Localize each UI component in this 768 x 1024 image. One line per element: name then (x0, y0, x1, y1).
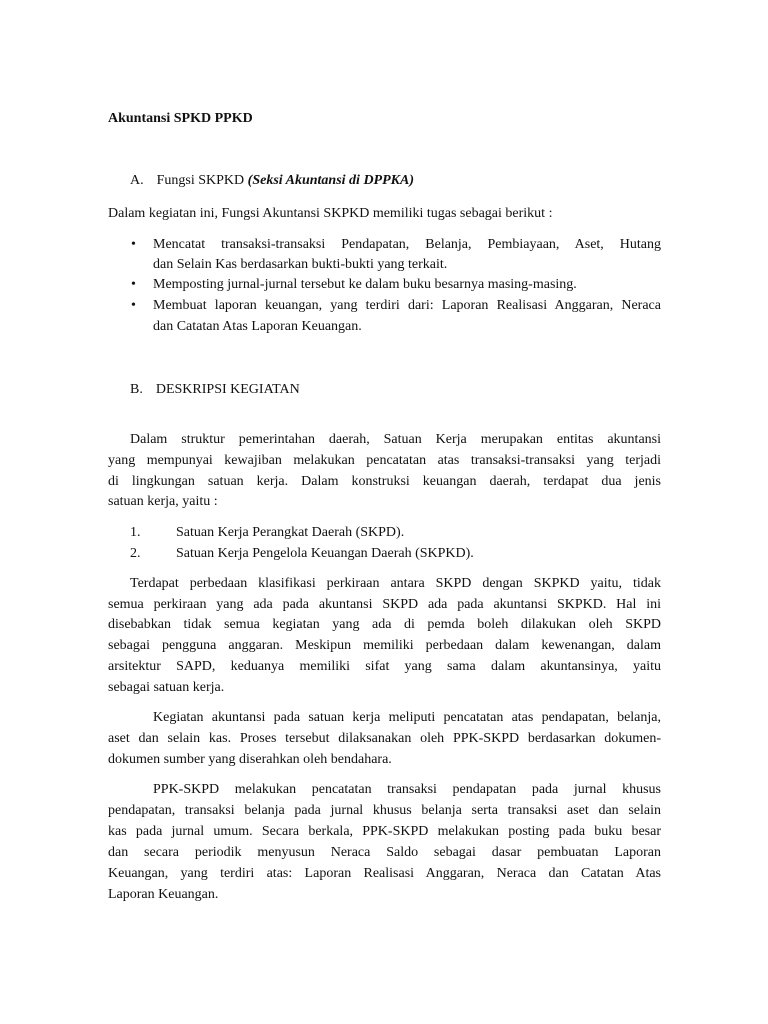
section-a-subtitle: (Seksi Akuntansi di DPPKA) (247, 173, 415, 188)
bullet-2-line-1: Memposting jurnal-jurnal tersebut ke dalam buku besarnya masing-masing. (153, 277, 577, 292)
document-title: Akuntansi SPKD PPKD (108, 111, 253, 126)
para-3-line-3: dokumen sumber yang diserahkan oleh bendahara. (108, 752, 392, 767)
section-a-heading (130, 170, 414, 191)
section-a-marker: A. (130, 173, 144, 188)
bullet-dot-icon: • (131, 298, 136, 313)
para-1-line-1: Dalam struktur pemerintahan daerah, Satuan Kerja merupakan entitas akuntansi (130, 432, 661, 447)
bullet-1-line-1: Mencatat transaksi-transaksi Pendapatan, Belanja, Pembiayaan, Aset, Hutang (153, 237, 661, 252)
para-2-line-3: disebabkan tidak semua kegiatan yang ada di pemda boleh dilakukan oleh SKPD (108, 617, 661, 632)
para-1-line-4: satuan kerja, yaitu : (108, 494, 218, 509)
numbered-item-1-num: 1. (130, 525, 141, 540)
para-3-line-2: aset dan selain kas. Proses tersebut dilaksanakan oleh PPK-SKPD berdasarkan dokumen- (108, 731, 661, 746)
bullet-3-line-1: Membuat laporan keuangan, yang terdiri dari: Laporan Realisasi Anggaran, Neraca (153, 298, 661, 313)
para-1-line-3: di lingkungan satuan kerja. Dalam konstruksi keuangan daerah, terdapat dua jenis (108, 474, 661, 489)
para-4-line-5: Keuangan, yang terdiri atas: Laporan Realisasi Anggaran, Neraca dan Catatan Atas (108, 866, 661, 881)
section-a-title: Fungsi SKPKD (156, 173, 245, 188)
para-2-line-4: sebagai pengguna anggaran. Meskipun memiliki perbedaan dalam kewenangan, dalam (108, 638, 661, 653)
para-4-line-4: dan secara periodik menyusun Neraca Saldo sebagai dasar pembuatan Laporan (108, 845, 661, 860)
para-2-line-2: semua perkiraan yang ada pada akuntansi SKPD ada pada akuntansi SKPKD. Hal ini (108, 597, 661, 612)
bullet-3-line-2: dan Catatan Atas Laporan Keuangan. (153, 319, 362, 334)
numbered-item-1-text: Satuan Kerja Perangkat Daerah (SKPD). (176, 525, 405, 540)
bullet-1-line-2: dan Selain Kas berdasarkan bukti-bukti yang terkait. (153, 257, 448, 272)
para-4-line-3: kas pada jurnal umum. Secara berkala, PPK-SKPD melakukan posting pada buku besar (108, 824, 661, 839)
para-2-line-5: arsitektur SAPD, keduanya memiliki sifat yang sama dalam akuntansinya, yaitu (108, 659, 661, 674)
section-a-intro: Dalam kegiatan ini, Fungsi Akuntansi SKPKD memiliki tugas sebagai berikut : (108, 206, 553, 221)
bullet-dot-icon: • (131, 237, 136, 252)
section-b-heading (130, 379, 300, 400)
numbered-item-2-num: 2. (130, 546, 141, 561)
para-3-line-1: Kegiatan akuntansi pada satuan kerja meliputi pencatatan atas pendapatan, belanja, (153, 710, 661, 725)
para-4-line-1: PPK-SKPD melakukan pencatatan transaksi pendapatan pada jurnal khusus (153, 782, 661, 797)
section-b-marker: B. (130, 382, 143, 397)
para-4-line-6: Laporan Keuangan. (108, 887, 219, 902)
para-4-line-2: pendapatan, transaksi belanja pada jurnal khusus belanja serta transaksi aset dan selain (108, 803, 661, 818)
bullet-dot-icon: • (131, 277, 136, 292)
para-2-line-6: sebagai satuan kerja. (108, 680, 225, 695)
section-b-title: DESKRIPSI KEGIATAN (155, 382, 300, 397)
numbered-item-2-text: Satuan Kerja Pengelola Keuangan Daerah (SKPKD). (176, 546, 474, 561)
para-2-line-1: Terdapat perbedaan klasifikasi perkiraan antara SKPD dengan SKPKD yaitu, tidak (130, 576, 661, 591)
para-1-line-2: yang mempunyai kewajiban melakukan pencatatan atas transaksi-transaksi yang terjadi (108, 453, 661, 468)
